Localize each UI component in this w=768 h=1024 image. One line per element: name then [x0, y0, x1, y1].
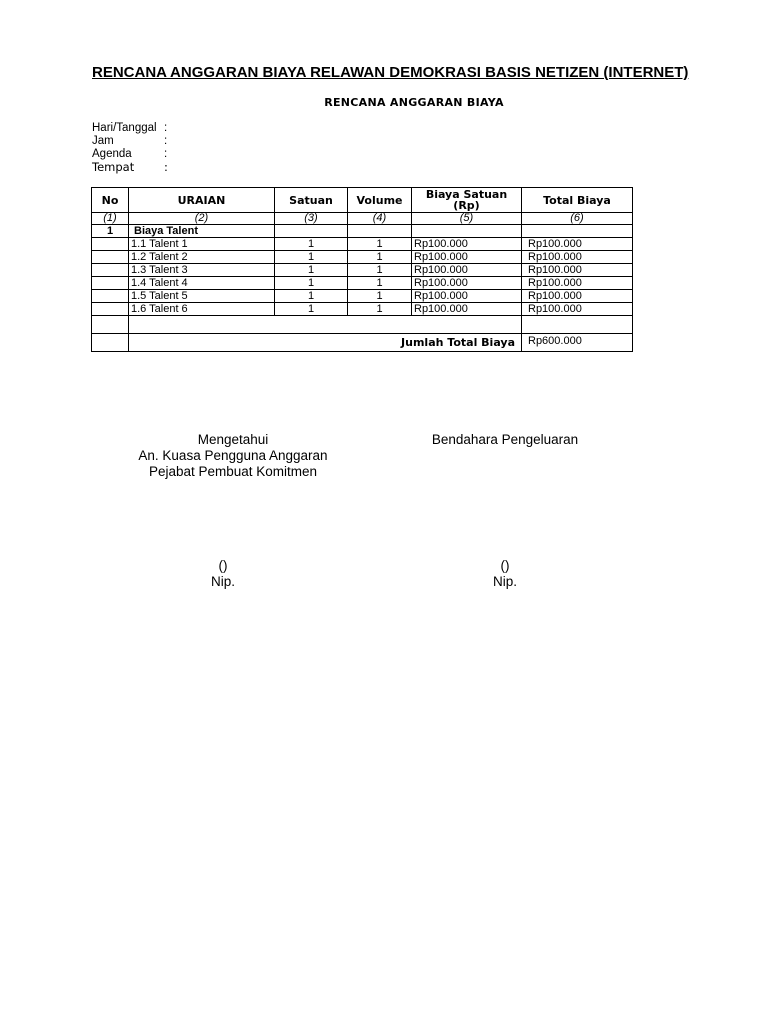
meta-label: Hari/Tanggal: [92, 122, 157, 134]
item-volume: 1: [348, 238, 412, 251]
meta-row-place: [92, 161, 168, 174]
meta-row-time: [92, 135, 168, 148]
signatory-left: [113, 558, 333, 590]
empty-cell: [92, 264, 129, 277]
empty-cell: [92, 277, 129, 290]
item-satuan: 1: [275, 264, 348, 277]
item-biaya-satuan: Rp100.000: [412, 238, 522, 251]
table-row: [92, 303, 633, 316]
item-uraian: 1.2 Talent 2: [129, 251, 275, 264]
signature-line: Mengetahui: [197, 432, 269, 447]
column-number: (3): [275, 213, 348, 225]
section-label: Biaya Talent: [129, 225, 275, 238]
empty-cell: [348, 225, 412, 238]
item-total: Rp100.000: [522, 238, 633, 251]
table-row: [92, 264, 633, 277]
item-biaya-satuan: Rp100.000: [412, 303, 522, 316]
meta-separator: :: [164, 148, 168, 160]
meta-separator: :: [164, 160, 168, 174]
item-uraian: 1.6 Talent 6: [129, 303, 275, 316]
total-value: Rp600.000: [522, 334, 633, 352]
empty-cell: [129, 316, 522, 334]
item-uraian: 1.1 Talent 1: [129, 238, 275, 251]
signature-line: An. Kuasa Pengguna Anggaran: [138, 448, 328, 463]
header-biaya-satuan: Biaya Satuan (Rp): [412, 188, 522, 213]
signatory-right: [395, 558, 615, 590]
total-label: Jumlah Total Biaya: [129, 334, 522, 352]
item-volume: 1: [348, 290, 412, 303]
item-total: Rp100.000: [522, 277, 633, 290]
signatory-name: (): [500, 558, 510, 573]
item-total: Rp100.000: [522, 264, 633, 277]
table-row: [92, 238, 633, 251]
meta-fields: [92, 122, 168, 174]
header-uraian: URAIAN: [129, 188, 275, 213]
empty-cell: [92, 290, 129, 303]
empty-cell: [92, 251, 129, 264]
empty-cell: [92, 238, 129, 251]
empty-cell: [522, 225, 633, 238]
meta-label: Tempat: [92, 160, 135, 174]
signature-block-left: [113, 432, 353, 480]
item-total: Rp100.000: [522, 303, 633, 316]
item-uraian: 1.4 Talent 4: [129, 277, 275, 290]
item-biaya-satuan: Rp100.000: [412, 251, 522, 264]
budget-table: [91, 187, 633, 352]
item-volume: 1: [348, 277, 412, 290]
meta-separator: :: [164, 135, 168, 147]
table-row: [92, 251, 633, 264]
meta-separator: :: [164, 122, 168, 134]
item-biaya-satuan: Rp100.000: [412, 264, 522, 277]
item-uraian: 1.5 Talent 5: [129, 290, 275, 303]
table-row: [92, 277, 633, 290]
table-header-row: [92, 188, 633, 213]
empty-cell: [275, 225, 348, 238]
column-number: (2): [129, 213, 275, 225]
item-satuan: 1: [275, 251, 348, 264]
meta-row-date: [92, 122, 168, 135]
item-uraian: 1.3 Talent 3: [129, 264, 275, 277]
item-satuan: 1: [275, 303, 348, 316]
item-satuan: 1: [275, 277, 348, 290]
column-number: (1): [92, 213, 129, 225]
column-number: (5): [412, 213, 522, 225]
table-row: [92, 290, 633, 303]
signature-line: Pejabat Pembuat Komitmen: [148, 464, 318, 479]
header-no: No: [92, 188, 129, 213]
empty-cell: [412, 225, 522, 238]
column-number-row: [92, 213, 633, 225]
empty-cell: [522, 316, 633, 334]
empty-cell: [92, 316, 129, 334]
column-number: (6): [522, 213, 633, 225]
total-row: [92, 334, 633, 352]
signature-line: Bendahara Pengeluaran: [431, 432, 579, 447]
item-total: Rp100.000: [522, 290, 633, 303]
item-volume: 1: [348, 264, 412, 277]
meta-label: Agenda: [92, 148, 132, 160]
section-number: 1: [92, 225, 129, 238]
header-total-biaya: Total Biaya: [522, 188, 633, 213]
signatory-name: (): [218, 558, 228, 573]
item-satuan: 1: [275, 290, 348, 303]
empty-cell: [92, 334, 129, 352]
section-row: [92, 225, 633, 238]
item-biaya-satuan: Rp100.000: [412, 277, 522, 290]
item-volume: 1: [348, 251, 412, 264]
item-volume: 1: [348, 303, 412, 316]
item-satuan: 1: [275, 238, 348, 251]
signatory-nip: Nip.: [210, 574, 235, 589]
signature-block-right: [395, 432, 615, 448]
document-subtitle: RENCANA ANGGARAN BIAYA: [324, 96, 504, 109]
column-number: (4): [348, 213, 412, 225]
meta-label: Jam: [92, 135, 114, 147]
blank-row: [92, 316, 633, 334]
item-total: Rp100.000: [522, 251, 633, 264]
signatory-nip: Nip.: [492, 574, 517, 589]
empty-cell: [92, 303, 129, 316]
document-title: RENCANA ANGGARAN BIAYA RELAWAN DEMOKRASI BASIS NETIZEN (INTERNET): [92, 64, 689, 81]
item-biaya-satuan: Rp100.000: [412, 290, 522, 303]
header-volume: Volume: [348, 188, 412, 213]
header-satuan: Satuan: [275, 188, 348, 213]
